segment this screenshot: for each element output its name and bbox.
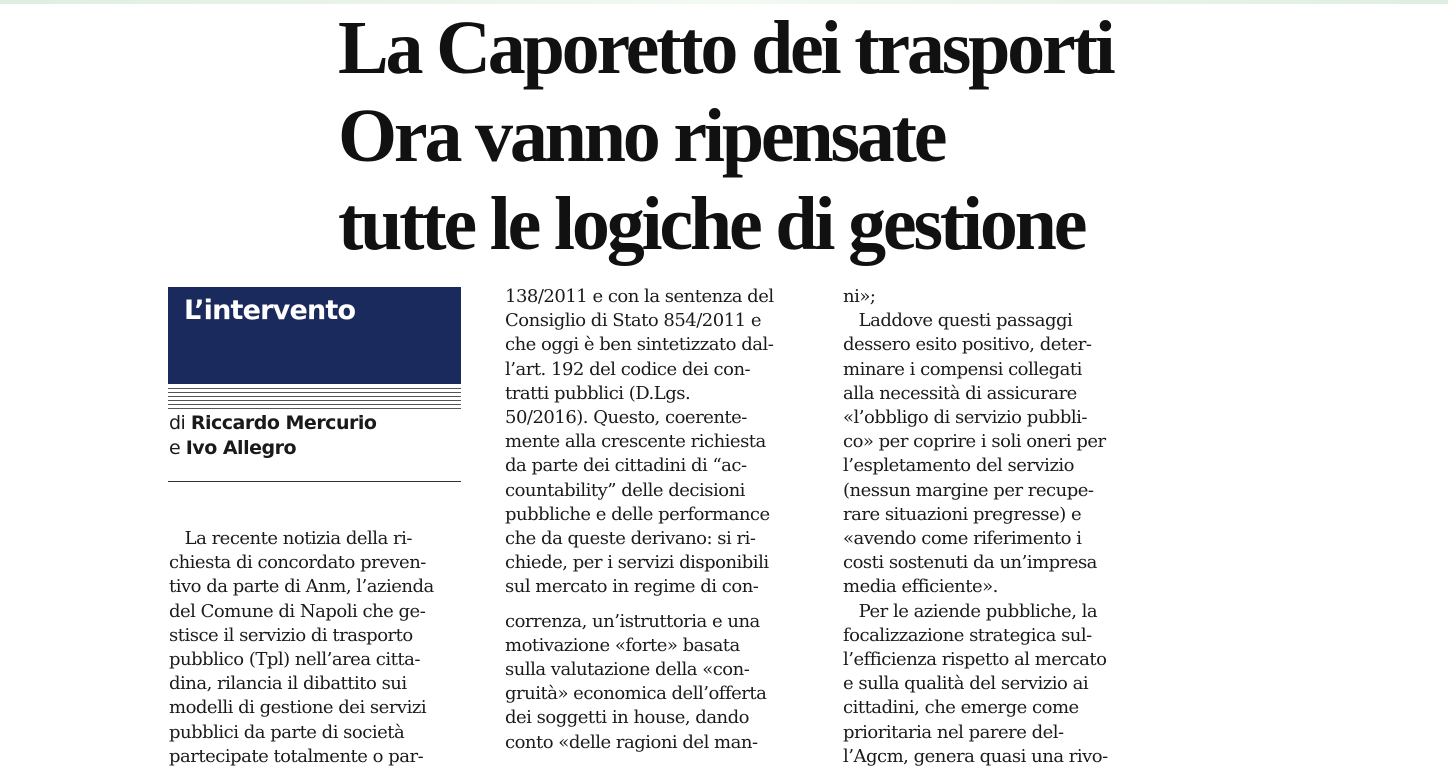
text-line: media efficiente». [843,576,998,598]
text-line: sul mercato in regime di con- [505,576,759,598]
text-line: chiede, per i servizi disponibili [505,552,769,574]
text-line: l’espletamento del servizio [843,455,1075,477]
text-line: Per le aziende pubbliche, la [843,600,1098,622]
text-line: prioritaria nel parere del- [843,721,1064,743]
text-line: focalizzazione strategica sul- [843,624,1092,646]
byline-line [169,436,376,461]
text-line: 138/2011 e con la sentenza del [505,286,774,307]
text-line: tivo da parte di Anm, l’azienda [169,576,434,598]
text-line: tratti pubblici (D.Lgs. [505,382,691,404]
text-line: sulla valutazione della «con- [505,659,750,681]
text-line: chiesta di concordato preven- [169,552,426,574]
text-line: Laddove questi passaggi [843,310,1073,332]
section-label-box [168,287,461,384]
decorative-rule-lines [168,388,461,410]
byline [169,411,376,461]
text-line: correnza, un’istruttoria e una [505,610,760,632]
byline-line [169,411,376,436]
text-line: dei soggetti in house, dando [505,707,750,729]
text-line: modelli di gestione dei servizi [169,697,427,719]
article-headline [338,4,1138,268]
headline-line: tutte le logiche di gestione [338,182,1085,266]
text-line: pubblico (Tpl) nell’area citta- [169,649,420,671]
text-line: dessero esito positivo, deter- [843,334,1092,356]
author-name: Riccardo Mercurio [190,412,377,434]
headline-line: Ora vanno ripensate [338,94,945,178]
headline-line: La Caporetto dei trasporti [338,6,1113,90]
text-line: co» per coprire i soli oneri per [843,431,1106,453]
author-name: Ivo Allegro [185,437,296,459]
text-line: La recente notizia della ri- [169,528,412,549]
text-line: pubbliche e delle performance [505,503,770,525]
text-line: conto «delle ragioni del man- [505,731,758,753]
text-line: che da queste derivano: si ri- [505,528,756,550]
text-line: l’efficienza rispetto al mercato [843,649,1107,671]
text-line: countability” delle decisioni [505,479,745,501]
article-column-2 [505,285,800,755]
byline-prefix: e [169,437,186,459]
text-line: alla necessità di assicurare [843,382,1077,404]
text-line: Consiglio di Stato 854/2011 e [505,310,761,332]
text-line: dina, rilancia il dibattito sui [169,673,407,695]
paragraph-gap [505,600,800,610]
text-line: 50/2016). Questo, coerente- [505,407,747,429]
text-line: ni»; [843,286,876,307]
text-line: «l’obbligo di servizio pubbli- [843,407,1087,429]
section-label: L’intervento [184,295,356,326]
text-line: l’art. 192 del codice dei con- [505,358,751,380]
text-line: mente alla crescente richiesta [505,431,766,453]
text-line: pubblici da parte di società [169,721,405,743]
article-column-3 [843,285,1138,769]
text-line: da parte dei cittadini di “ac- [505,455,747,477]
text-line: «avendo come riferimento i [843,528,1082,550]
text-line: e sulla qualità del servizio ai [843,673,1089,695]
text-line: minare i compensi collegati [843,358,1082,380]
text-line: (nessun margine per recupe- [843,479,1094,501]
article-column-1 [169,527,464,769]
byline-prefix: di [169,412,191,434]
text-line: cittadini, che emerge come [843,697,1079,719]
text-line: gruità» economica dell’offerta [505,683,767,705]
text-line: rare situazioni pregresse) e [843,503,1082,525]
byline-rule [168,481,461,482]
text-line: motivazione «forte» basata [505,634,740,656]
text-line: costi sostenuti da un’impresa [843,552,1097,574]
text-line: partecipate totalmente o par- [169,745,424,767]
text-line: che oggi è ben sintetizzato dal- [505,334,774,356]
text-line: stisce il servizio di trasporto [169,624,413,646]
text-line: l’Agcm, genera quasi una rivo- [843,745,1108,767]
text-line: del Comune di Napoli che ge- [169,600,426,622]
